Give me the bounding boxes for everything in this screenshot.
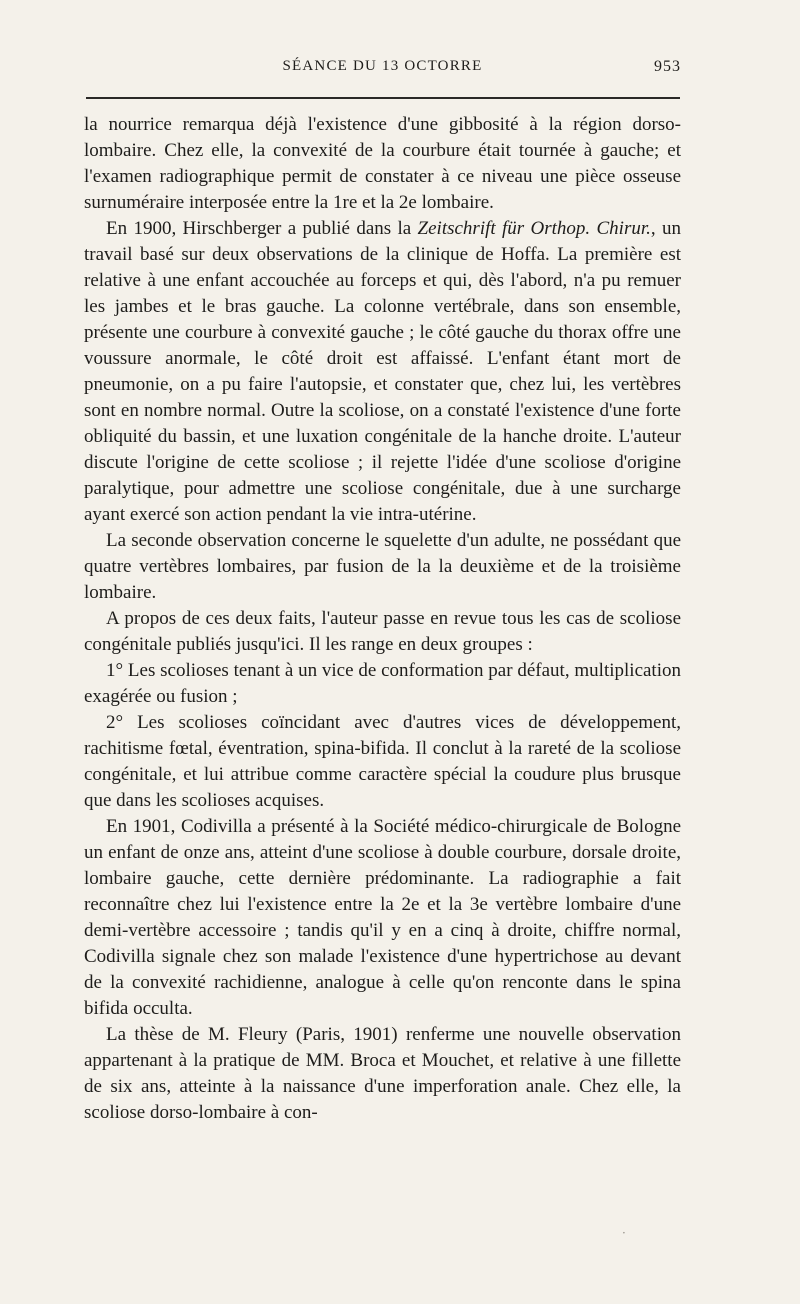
paragraph: la nourrice remarqua déjà l'existence d'une gibbosité à la région dorso-lombaire. Chez elle, la convexité de la courbure était tournée à gauche; et l'examen radiographique permit de constater à ce niveau une pièce osseuse surnuméraire interposée entre la 1re et la 2e lombaire. bbox=[84, 114, 681, 213]
list-item: 1° Les scolioses tenant à un vice de conformation par défaut, multiplication exagérée ou fusion ; bbox=[84, 660, 681, 707]
list-item: 2° Les scolioses coïncidant avec d'autres vices de développement, rachitisme fœtal, éventration, spina-bifida. Il conclut à la rareté de la scoliose congénitale, et lui attribue comme caractère spécial la coudure plus brusque que dans les scolioses acquises. bbox=[84, 712, 681, 811]
paragraph bbox=[84, 216, 681, 528]
page-number: 953 bbox=[654, 58, 681, 75]
scan-speck: · bbox=[622, 1226, 626, 1240]
body-text bbox=[84, 112, 681, 1126]
paragraph: La seconde observation concerne le squelette d'un adulte, ne possédant que quatre vertèbres lombaires, par fusion de la la deuxième et de la troisième lombaire. bbox=[84, 530, 681, 603]
paragraph: La thèse de M. Fleury (Paris, 1901) renferme une nouvelle observation appartenant à la pratique de MM. Broca et Mouchet, et relative à une fillette de six ans, atteinte à la naissance d'une imperforation anale. Chez elle, la scoliose dorso-lombaire à con- bbox=[84, 1024, 681, 1123]
journal-title: Zeitschrift für Orthop. Chirur. bbox=[417, 218, 651, 239]
header-rule bbox=[86, 97, 680, 99]
paragraph: En 1901, Codivilla a présenté à la Société médico-chirurgicale de Bologne un enfant de onze ans, atteint d'une scoliose à double courbure, dorsale droite, lombaire gauche, cette dernière prédominante. La radiographie a fait reconnaître chez lui l'existence entre la 2e et la 3e vertèbre lombaire d'une demi-vertèbre accessoire ; tandis qu'il y en a cinq à droite, chiffre normal, Codivilla signale chez son malade l'existence d'une hypertrichose au devant de la convexité rachidienne, analogue à celle qu'on renconte dans le spina bifida occulta. bbox=[84, 816, 681, 1019]
paragraph-text: , un travail basé sur deux observations de la clinique de Hoffa. La première est relative à une enfant accouchée au forceps et qui, dès l'abord, n'a pu remuer les jambes et le bras gauche. La colonne vertébrale, dans son ensemble, présente une courbure à convexité gauche ; le côté gauche du thorax offre une voussure anormale, le côté droit est affaissé. L'enfant étant mort de pneumonie, on a pu faire l'autopsie, et constater que, chez lui, les vertèbres sont en nombre normal. Outre la scoliose, on a constaté l'existence d'une forte obliquité du bassin, et une luxation congénitale de la hanche droite. L'auteur discute l'origine de cette scoliose ; il rejette l'idée d'une scoliose d'origine paralytique, pour admettre une scoliose congénitale, due à une surcharge ayant exercé son action pendant la vie intra-utérine. bbox=[84, 218, 681, 525]
paragraph: A propos de ces deux faits, l'auteur passe en revue tous les cas de scoliose congénitale publiés jusqu'ici. Il les range en deux groupes : bbox=[84, 608, 681, 655]
page-header bbox=[84, 58, 681, 82]
running-title: SÉANCE DU 13 OCTORRE bbox=[282, 58, 483, 74]
paragraph-text: En 1900, Hirschberger a publié dans la bbox=[106, 218, 418, 239]
